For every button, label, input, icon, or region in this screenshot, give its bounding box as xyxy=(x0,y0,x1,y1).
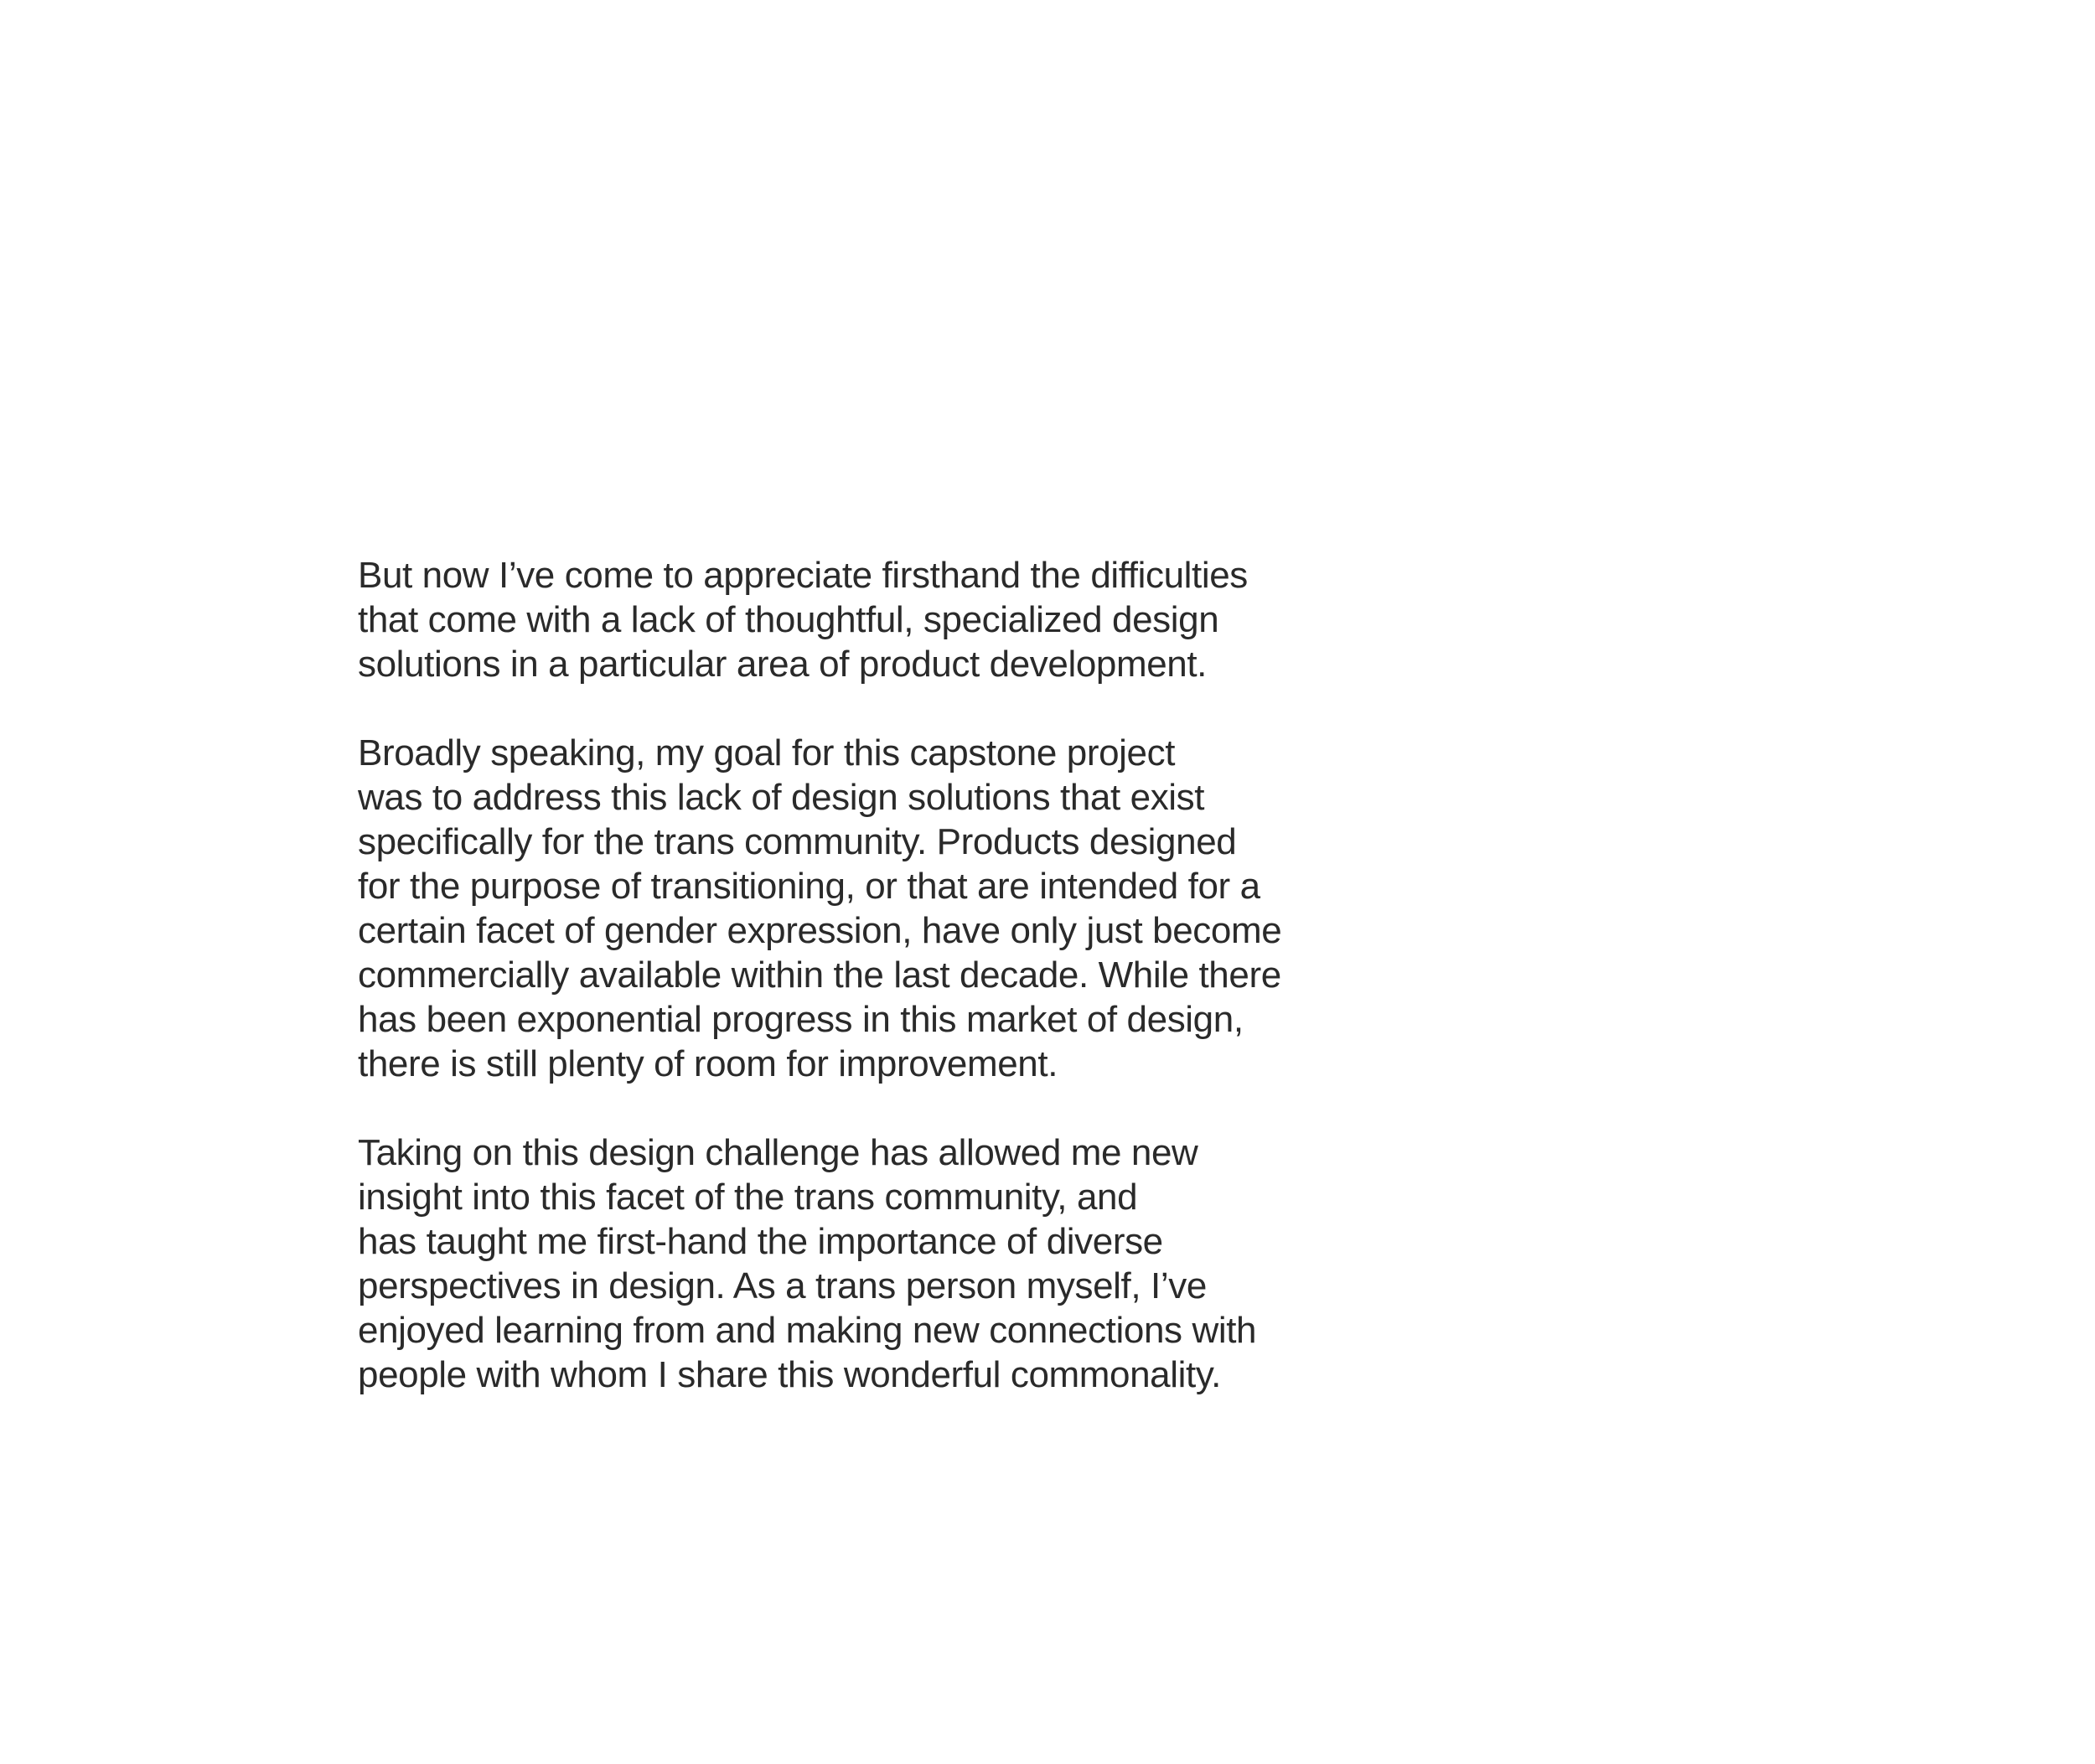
text-line: insight into this facet of the trans community, and xyxy=(358,1177,1138,1218)
text-line: certain facet of gender expression, have only just become xyxy=(358,910,1282,951)
text-line: perspectives in design. As a trans person myself, I’ve xyxy=(358,1265,1207,1306)
text-line: was to address this lack of design solutions that exist xyxy=(358,777,1205,818)
text-line: there is still plenty of room for improvement. xyxy=(358,1043,1058,1084)
text-line: specifically for the trans community. Products designed xyxy=(358,821,1237,862)
text-line: But now I’ve come to appreciate firsthand the difficulties xyxy=(358,555,1248,596)
text-line: people with whom I share this wonderful commonality. xyxy=(358,1354,1221,1395)
text-line: for the purpose of transitioning, or that are intended for a xyxy=(358,866,1260,907)
text-line: that come with a lack of thoughtful, specialized design xyxy=(358,599,1219,640)
paragraph-3 xyxy=(358,1130,1347,1397)
paragraph-1 xyxy=(358,553,1347,686)
text-line: Taking on this design challenge has allowed me new xyxy=(358,1132,1198,1173)
text-line: has taught me first-hand the importance of diverse xyxy=(358,1221,1163,1262)
text-line: solutions in a particular area of product development. xyxy=(358,644,1208,685)
paragraph-2 xyxy=(358,731,1347,1086)
text-line: has been exponential progress in this market of design, xyxy=(358,999,1244,1040)
text-line: commercially available within the last decade. While there xyxy=(358,954,1281,996)
body-text xyxy=(358,553,1347,1397)
text-line: enjoyed learning from and making new connections with xyxy=(358,1310,1257,1351)
text-line: Broadly speaking, my goal for this capstone project xyxy=(358,732,1176,773)
